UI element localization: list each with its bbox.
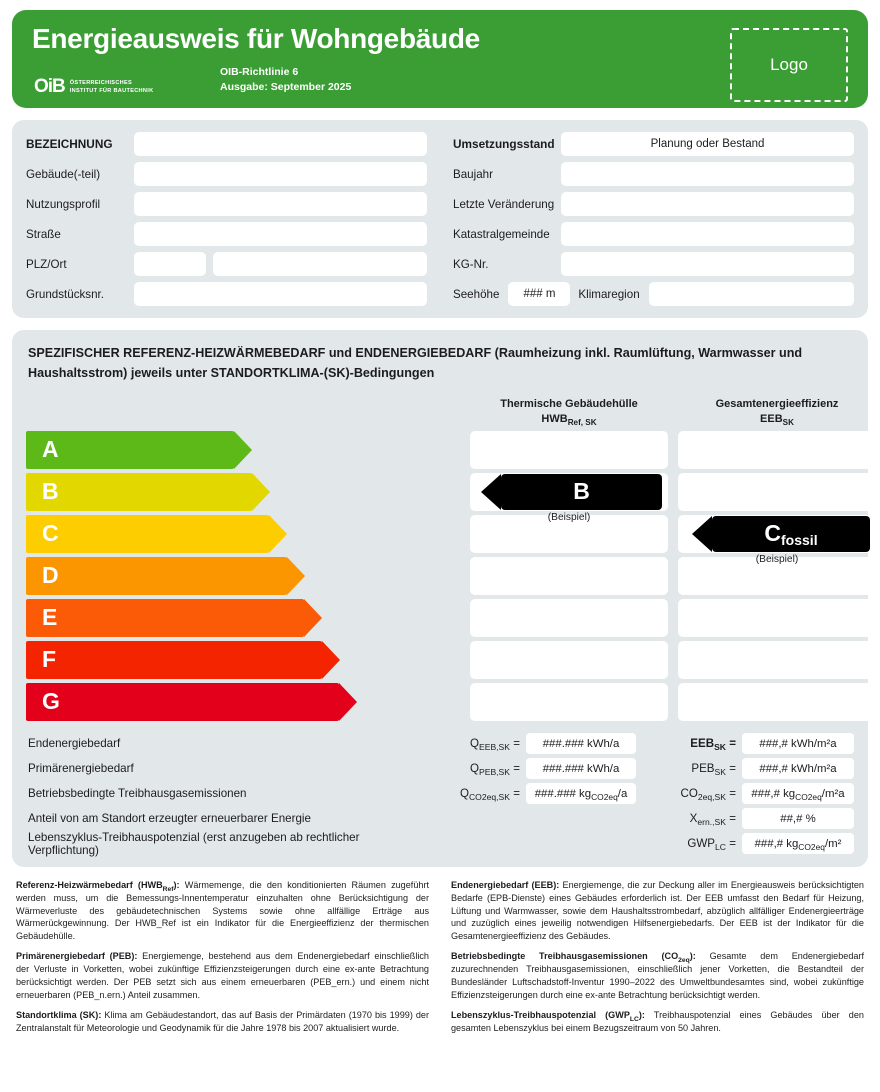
field-input-plz[interactable] <box>134 252 206 276</box>
field-row-gebaeudeteil <box>26 162 427 186</box>
field-label-plz-ort: PLZ/Ort <box>26 257 67 271</box>
field-input-bezeichnung[interactable] <box>134 132 427 156</box>
footnote-body: Wärmemenge, die den konditionierten Räumen zugeführt werden muss, um die Bemessungs-Innentemperatur einzuhalten ohne Berücksichtigung der Wärmeverluste des gebäudetechnischen Systems sowie ohne allfällige Erträge aus Wärmerückgewinnung. Der HWB_Ref ist ein Indikator für die Energieeffizienz der thermischen Gebäudehülle. <box>16 879 429 942</box>
field-row-nutzungsprofil <box>26 192 427 216</box>
bar-arrow-tip <box>252 473 270 511</box>
rating-cell-eeb_sk-f[interactable] <box>678 641 876 679</box>
field-input-strasse[interactable] <box>134 222 427 246</box>
footnote-term: Lebenszyklus-Treibhauspotenzial $(GWP_{LC})$: <box>451 1009 645 1023</box>
result-right-value[interactable]: ###,# kg $_{CO2eq}$ /m²a <box>742 783 854 804</box>
marker-example-note: (Beispiel) <box>755 553 799 565</box>
rating-cell-eeb_sk-g[interactable] <box>678 683 876 721</box>
result-right-symbol: $CO_{2eq,SK}$ = <box>680 787 736 803</box>
field-row-baujahr <box>453 162 854 186</box>
field-input-baujahr[interactable] <box>561 162 854 186</box>
energy-class-row <box>26 683 854 721</box>
marker-example-note: (Beispiel) <box>547 511 591 523</box>
document-header <box>12 10 868 108</box>
footnote-term: Betriebsbedingte Treibhausgasemissionen $(CO_{2eq})$: <box>451 951 696 965</box>
column-header-hwb-line1: Thermische Gebäudehülle <box>500 398 638 411</box>
page-title: Energieausweis für Wohngebäude <box>32 23 480 54</box>
field-input-nutzungsprofil[interactable] <box>134 192 427 216</box>
oib-logo-letters: OiB <box>34 76 65 98</box>
identity-left-column <box>26 132 427 306</box>
field-input-katastralgemeinde[interactable] <box>561 222 854 246</box>
column-header-eeb-line2: $EEB_{SK}$ <box>760 412 794 427</box>
energy-class-label: C <box>42 520 59 547</box>
footnote-term: Standortklima (SK): <box>16 1009 102 1020</box>
result-row <box>26 808 854 830</box>
energy-class-bar-cell <box>26 473 470 511</box>
footnote-body: Treibhauspotenzial eines Gebäudes über den gesamten Lebenszyklus bei einem Bezugszeitraum von 50 Jahren. <box>451 1009 864 1033</box>
rating-cell-eeb_sk-b[interactable] <box>678 473 876 511</box>
footnote-body: Energiemenge, bestehend aus dem Endenergiebedarf einschließlich der Verluste in Vorketten, wobei zukünftige Effizienzsteigerungen durch eine ex-ante Betrachtung berücksichtigt werden. Der PEB setzt sich aus einem erneuerbaren (PEB_ern.) und einem nicht erneuerbaren (PEB_n.ern.) Anteil zusammen. <box>16 951 429 1000</box>
field-input-ort[interactable] <box>213 252 427 276</box>
result-right-value[interactable]: ##,# % <box>742 808 854 829</box>
oib-logo <box>32 77 182 96</box>
rating-cell-hwb_ref_sk-f[interactable] <box>470 641 668 679</box>
field-row-kg-nr <box>453 252 854 276</box>
energy-class-bar-g <box>26 683 339 721</box>
field-label-baujahr: Baujahr <box>453 167 493 181</box>
result-label: Betriebsbedingte Treibhausgasemissionen <box>28 787 247 801</box>
energy-class-bar-b <box>26 473 252 511</box>
scale-column-headers <box>26 397 854 427</box>
result-left-symbol: $Q_{PEB,SK}$ = <box>469 762 520 778</box>
marker-class-label: $C_{fossil}$ <box>764 520 818 549</box>
field-label-seehoehe: Seehöhe <box>453 287 500 301</box>
field-input-umsetzungsstand[interactable]: Planung oder Bestand <box>561 132 854 156</box>
energy-class-bar-f <box>26 641 322 679</box>
header-meta <box>182 65 351 96</box>
footnote-entry <box>16 1009 429 1035</box>
footnote-term: Referenz-Heizwärmebedarf $(HWB_{Ref})$: <box>16 879 180 893</box>
rating-cell-hwb_ref_sk-b[interactable] <box>470 473 668 523</box>
marker-class-label: B <box>573 478 590 505</box>
footnotes <box>12 879 868 1035</box>
results-table <box>26 733 854 855</box>
identity-right-column <box>453 132 854 306</box>
energy-class-row <box>26 641 854 679</box>
result-right-value[interactable]: ###,# kWh/m²a <box>742 758 854 779</box>
field-input-letzte-veraenderung[interactable] <box>561 192 854 216</box>
rating-marker-hwb_ref_sk <box>501 474 662 510</box>
field-label-kg-nr: KG-Nr. <box>453 257 489 271</box>
footnote-entry <box>16 879 429 944</box>
field-input-klimaregion[interactable] <box>649 282 854 306</box>
footnote-body: Energiemenge, die zur Deckung aller im Energieausweis berücksichtigten Bedarfe (EPB-Dienste) eines Gebäudes erforderlich ist. Der EEB umfasst den Bedarf für Heizung, Lüftung und Warmwasser, sowie dem Haushaltsstrombedarf, abzüglich allfälliger Endenergieerträge und zuzüglich eines jeweilig notwendigen Hilfsenergiebedarfs. Der EEB ist der Indikator für die Gesamtenergieeffizienz des Gebäudes. <box>451 879 864 942</box>
field-label-letzte-veraenderung: Letzte Veränderung <box>453 197 555 211</box>
rating-marker-eeb_sk <box>712 516 870 552</box>
footnote-entry <box>451 879 864 944</box>
result-right-value[interactable]: ###,# kWh/m²a <box>742 733 854 754</box>
result-left-symbol: $Q_{CO2eq,SK}$ = <box>459 787 520 803</box>
result-row <box>26 758 854 780</box>
result-right-symbol: $GWP_{LC}$ = <box>687 837 736 853</box>
result-label: Anteil von am Standort erzeugter erneuerbarer Energie <box>28 812 311 826</box>
logo-placeholder-box <box>730 28 848 102</box>
column-header-eeb-line1: Gesamtenergieeffizienz <box>715 398 839 411</box>
edition-label: Ausgabe: September 2025 <box>220 81 352 94</box>
result-right-symbol: $PEB_{SK}$ = <box>691 762 736 778</box>
energy-class-label: E <box>42 604 58 631</box>
bar-arrow-tip <box>304 599 322 637</box>
result-right-symbol: $X_{ern.,SK}$ = <box>689 812 736 828</box>
marker-arrowhead-icon <box>481 474 501 510</box>
result-right-symbol: $EEB_{SK}$ = <box>690 737 736 753</box>
logo-placeholder-label: Logo <box>770 55 808 74</box>
bar-arrow-tip <box>322 641 340 679</box>
rating-cell-hwb_ref_sk-d[interactable] <box>470 557 668 595</box>
energy-class-label: D <box>42 562 59 589</box>
result-row <box>26 830 854 857</box>
field-row-umsetzungsstand <box>453 132 854 156</box>
field-label-strasse: Straße <box>26 227 61 241</box>
field-input-grundstuecksnr[interactable] <box>134 282 427 306</box>
field-label-bezeichnung: BEZEICHNUNG <box>26 137 113 151</box>
oib-logo-subtitle-line1: ÖSTERREICHISCHES <box>69 80 133 87</box>
field-row-seehoehe-klimaregion <box>453 282 854 306</box>
rating-cell-eeb_sk-c[interactable] <box>678 515 876 565</box>
energy-class-label: A <box>42 436 59 463</box>
footnote-term: Primärenergiebedarf (PEB): <box>16 951 138 962</box>
energy-class-bar-e <box>26 599 304 637</box>
energy-class-bar-cell <box>26 683 470 721</box>
field-label-klimaregion: Klimaregion <box>578 287 640 301</box>
energy-class-label: G <box>42 688 60 715</box>
guideline-label: OIB-Richtlinie 6 <box>220 65 299 78</box>
footnote-body: Klima am Gebäudestandort, das auf Basis der Primärdaten (1970 bis 1999) der Zentralanstalt für Meteorologie und Geodynamik für die Jahre 1978 bis 2007 aktualisiert wurde. <box>16 1009 429 1033</box>
energy-class-label: B <box>42 478 59 505</box>
field-row-letzte-veraenderung <box>453 192 854 216</box>
field-row-grundstuecksnr <box>26 282 427 306</box>
rating-cell-hwb_ref_sk-a[interactable] <box>470 431 668 469</box>
marker-arrowhead-icon <box>692 516 712 552</box>
result-label: Primärenergiebedarf <box>28 762 134 776</box>
identity-panel <box>12 120 868 318</box>
field-label-gebaeudeteil: Gebäude(-teil) <box>26 167 101 181</box>
result-left-symbol: $Q_{EEB,SK}$ = <box>469 737 520 753</box>
result-right-value[interactable]: ###,# kg $_{CO2eq}$ /m² <box>742 833 854 854</box>
energy-class-bar-cell <box>26 515 470 553</box>
energy-class-bar-cell <box>26 641 470 679</box>
field-label-umsetzungsstand: Umsetzungsstand <box>453 137 555 151</box>
oib-logo-subtitle-line2: INSTITUT FÜR BAUTECHNIK <box>69 87 154 94</box>
result-left-value[interactable]: ###.### kWh/a <box>526 733 636 754</box>
footnote-entry <box>451 1009 864 1035</box>
energy-class-bar-a <box>26 431 234 469</box>
rating-cell-hwb_ref_sk-e[interactable] <box>470 599 668 637</box>
section-title: SPEZIFISCHER REFERENZ-HEIZWÄRMEBEDARF und ENDENERGIEBEDARF (Raumheizung inkl. Raumlüftung, Warmwasser und Haushaltsstrom) jeweils unter STANDORTKLIMA-(SK)-Bedingungen <box>28 346 803 380</box>
field-input-kg-nr[interactable] <box>561 252 854 276</box>
energy-class-bar-d <box>26 557 287 595</box>
field-label-grundstuecksnr: Grundstücksnr. <box>26 287 104 301</box>
energy-class-bar-cell <box>26 599 470 637</box>
footnotes-left-column <box>16 879 429 1035</box>
energy-class-label: F <box>42 646 57 673</box>
rating-cell-eeb_sk-a[interactable] <box>678 431 876 469</box>
energy-class-row <box>26 599 854 637</box>
field-label-nutzungsprofil: Nutzungsprofil <box>26 197 101 211</box>
rating-cell-eeb_sk-e[interactable] <box>678 599 876 637</box>
field-row-strasse <box>26 222 427 246</box>
bar-arrow-tip <box>269 515 287 553</box>
bar-arrow-tip <box>287 557 305 595</box>
field-input-gebaeudeteil[interactable] <box>134 162 427 186</box>
result-label: Endenergiebedarf <box>28 737 121 751</box>
energy-class-bar-c <box>26 515 269 553</box>
energy-class-row <box>26 473 854 523</box>
bar-arrow-tip <box>339 683 357 721</box>
energy-class-scale <box>26 431 854 721</box>
rating-cell-hwb_ref_sk-g[interactable] <box>470 683 668 721</box>
column-header-hwb <box>470 397 668 427</box>
energy-class-bar-cell <box>26 557 470 595</box>
result-row <box>26 783 854 805</box>
field-input-seehoehe[interactable]: ### m <box>508 282 570 306</box>
energy-class-bar-cell <box>26 431 470 469</box>
column-header-eeb <box>678 397 876 427</box>
result-label: Lebenszyklus-Treibhauspotenzial (erst anzugeben ab rechtlicher Verpflichtung) <box>28 830 360 857</box>
footnote-entry <box>451 950 864 1002</box>
energy-class-row <box>26 431 854 469</box>
field-row-bezeichnung <box>26 132 427 156</box>
field-row-plz-ort <box>26 252 427 276</box>
bar-arrow-tip <box>234 431 252 469</box>
field-label-katastralgemeinde: Katastralgemeinde <box>453 227 550 241</box>
column-header-hwb-line2: $HWB_{Ref, SK}$ <box>541 412 597 427</box>
footnote-entry <box>16 950 429 1002</box>
footnote-term: Endenergiebedarf (EEB): <box>451 879 560 890</box>
energy-scale-panel <box>12 330 868 867</box>
result-left-value[interactable]: ###.### kWh/a <box>526 758 636 779</box>
footnotes-right-column <box>451 879 864 1035</box>
result-left-value[interactable]: ###.### kg $_{CO2eq}$ /a <box>526 783 636 804</box>
result-row <box>26 733 854 755</box>
field-row-katastralgemeinde <box>453 222 854 246</box>
footnote-body: Gesamte dem Endenergiebedarf zuzurechnenden Treibhausgasemissionen, einschließlich jener Vorketten, die Bestandteil der Bundesländer Luftschadstoff-Inventur 1990–2022 des Umweltbundesamtes sind, wobei zukünftige Effizienzsteigerungen durch eine ex-ante Betrachtung berücksichtigt werden. <box>451 951 864 1000</box>
energy-class-row <box>26 515 854 565</box>
